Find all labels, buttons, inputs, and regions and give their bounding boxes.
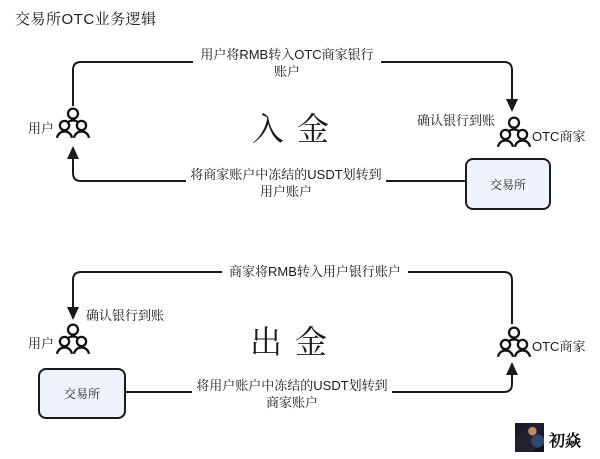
deposit-confirm-label: 确认银行到账 [417,110,495,129]
withdraw-flow-title: 出金 [250,324,341,360]
users-icon [498,328,530,357]
diagram-title: 交易所OTC业务逻辑 [15,11,157,28]
withdraw-bottom-arrowhead [506,362,518,375]
deposit-bottom-arrowhead [67,146,79,159]
deposit-top-arrowhead [506,99,518,112]
withdraw-exchange-box [38,368,126,419]
withdraw-top-arrowhead [67,307,79,320]
withdraw-otc-merchant-label: OTC商家 [532,339,586,354]
author-avatar [515,423,544,452]
withdraw-top-arrow-label: 商家将RMB转入用户银行账户 [222,262,408,281]
deposit-exchange-box-label: 交易所 [489,177,526,192]
deposit-flow-title: 入金 [252,111,343,147]
author-name: 初焱 [549,433,582,450]
deposit-user-label: 用户 [28,121,55,136]
deposit-top-arrow-label: 用户将RMB转入OTC商家银行账户 [193,45,381,81]
deposit-exchange-box [465,158,551,210]
withdraw-exchange-box-label: 交易所 [63,387,100,401]
users-icon [57,325,89,354]
withdraw-confirm-label: 确认银行到账 [86,305,164,324]
withdraw-bottom-arrow-label: 将用户账户中冻结的USDT划转到商家账户 [192,376,392,412]
deposit-otc-merchant-label: OTC商家 [532,129,586,144]
users-icon [498,118,530,147]
users-icon [57,109,89,138]
withdraw-user-label: 用户 [28,336,55,351]
deposit-bottom-arrow-label: 将商家账户中冻结的USDT划转到用户账户 [186,165,386,201]
